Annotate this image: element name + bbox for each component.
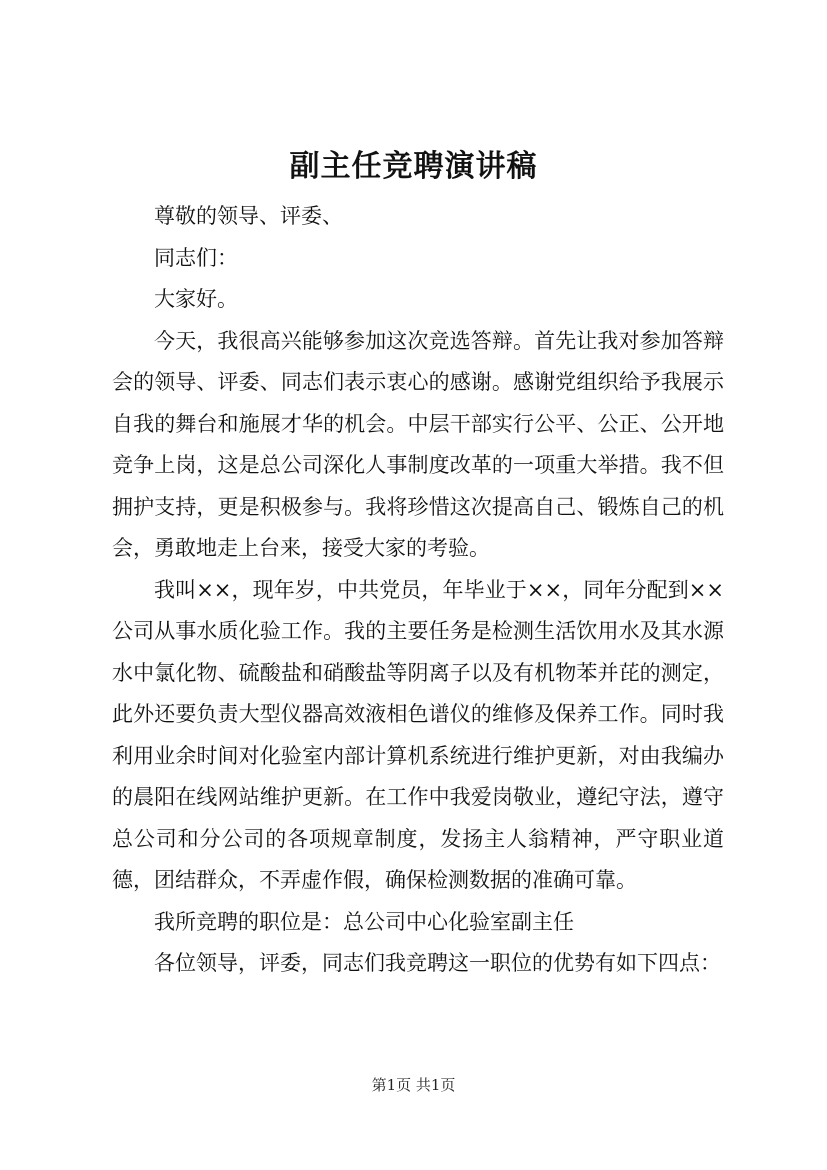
document-body — [112, 196, 724, 985]
position-paragraph: 我所竞聘的职位是：总公司中心化验室副主任 — [154, 909, 574, 934]
salutation-continued-paragraph: 同志们： — [154, 245, 238, 270]
page-footer: 第1页 共1页 — [371, 1076, 456, 1094]
self-introduction-paragraph: 我叫××，现年岁，中共党员，年毕业于××，同年分配到××公司从事水质化验工作。我的主要任务是检测生活饮用水及其水源水中氯化物、硫酸盐和硝酸盐等阴离子以及有机物苯并芘的测定，此外还要负责大型仪器高效液相色谱仪的维修及保养工作。同时我利用业余时间对化验室内部计算机系统进行维护更新，对由我编办的晨阳在线网站维护更新。在工作中我爱岗敬业，遵纪守法，遵守总公司和分公司的各项规章制度，发扬主人翁精神，严守职业道德，团结群众，不弄虚作假，确保检测数据的准确可靠。 — [112, 577, 724, 892]
greeting-paragraph: 大家好。 — [154, 287, 238, 311]
salutation-paragraph: 尊敬的领导、评委、 — [154, 204, 343, 228]
page-title: 副主任竞聘演讲稿 — [289, 149, 538, 184]
introduction-paragraph: 今天，我很高兴能够参加这次竞选答辩。首先让我对参加答辩会的领导、评委、同志们表示衷心的感谢。感谢党组织给予我展示自我的舞台和施展才华的机会。中层干部实行公平、公正、公开地竞争上岗，这是总公司深化人事制度改革的一项重大举措。我不但拥护支持，更是积极参与。我将珍惜这次提高自己、锻炼自己的机会，勇敢地走上台来，接受大家的考验。 — [112, 328, 724, 560]
advantages-paragraph: 各位领导，评委，同志们我竞聘这一职位的优势有如下四点： — [154, 951, 721, 975]
